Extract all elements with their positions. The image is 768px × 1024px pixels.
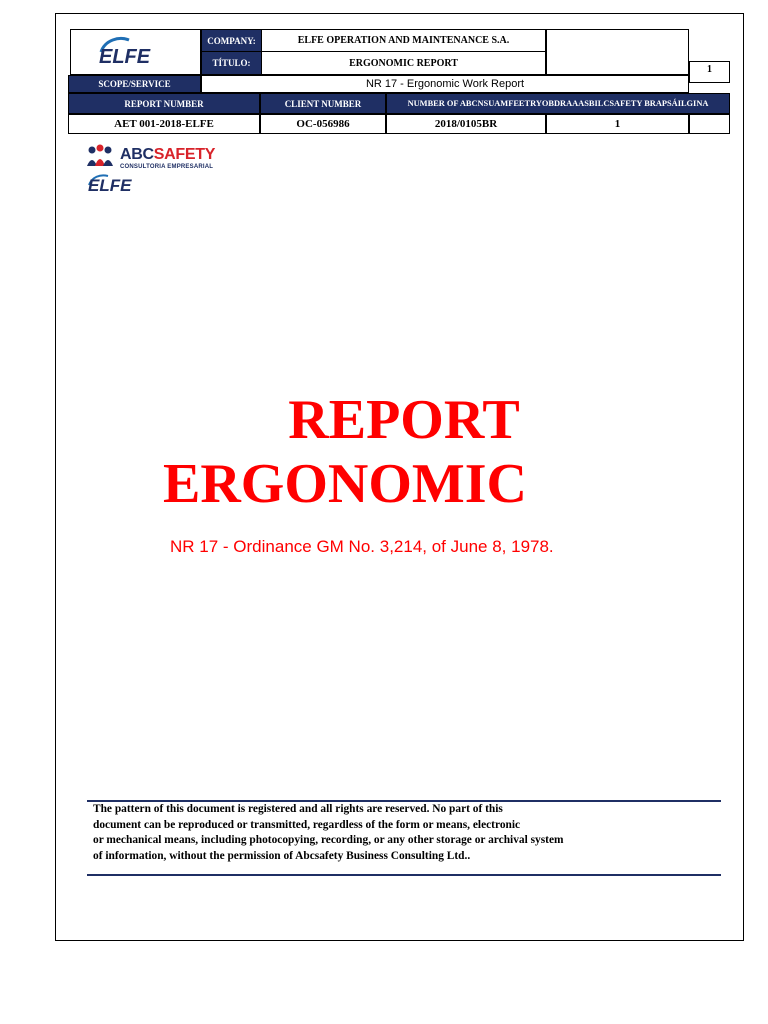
title-label: TÍTULO:: [201, 51, 262, 75]
value-document-number: 2018/0105BR: [386, 114, 546, 134]
page-number-box: 1: [689, 61, 730, 83]
company-value: ELFE OPERATION AND MAINTENANCE S.A.: [261, 29, 546, 52]
copyright-notice: [93, 802, 633, 864]
elfe-logo-text: ELFE: [99, 46, 151, 68]
abcsafety-logo: [86, 144, 226, 196]
elfe-logo-small: [86, 172, 166, 194]
notice-rule-bottom: [87, 874, 721, 876]
cover-title-line1: REPORT: [288, 389, 520, 451]
abc-text: ABC: [120, 146, 154, 163]
notice-line: of information, without the permission of Abcsafety Business Consulting Ltd..: [93, 849, 471, 862]
header-blank-box: [546, 29, 689, 75]
column-client-number: CLIENT NUMBER: [260, 93, 386, 114]
notice-line: The pattern of this document is registered and all rights are reserved. No part of this: [93, 803, 503, 815]
elfe-logo-small-text: ELFE: [88, 176, 132, 194]
value-report-number: AET 001-2018-ELFE: [68, 114, 260, 134]
scope-label: SCOPE/SERVICE: [68, 75, 201, 93]
elfe-logo-icon: [71, 30, 200, 74]
people-group-icon: [86, 144, 120, 170]
company-label: COMPANY:: [201, 29, 262, 52]
abcsafety-wordmark: [120, 146, 215, 164]
cover-title-line2: ERGONOMIC: [163, 453, 527, 515]
abcsafety-subtitle: CONSULTORIA EMPRESARIAL: [120, 164, 214, 170]
notice-line: document can be reproduced or transmitted, regardless of the form or means, electronic: [93, 818, 521, 831]
safety-text: SAFETY: [153, 146, 216, 163]
value-client-number: OC-056986: [260, 114, 386, 134]
cover-subtitle: NR 17 - Ordinance GM No. 3,214, of June 8, 1978.: [170, 537, 554, 556]
value-pages: 1: [546, 114, 689, 134]
title-value: ERGONOMIC REPORT: [261, 51, 546, 75]
scope-value: NR 17 - Ergonomic Work Report: [201, 75, 689, 93]
notice-line: or mechanical means, including photocopying, recording, or any other storage or archival system: [93, 834, 564, 846]
pages-extra-box: [689, 114, 730, 134]
column-number-of-pages: NUMBER OF ABCNSUAMFEETRYOBDRAAASBILCSAFETY BRAPSÁILGINA: [386, 93, 730, 114]
column-report-number: REPORT NUMBER: [68, 93, 260, 114]
elfe-logo-header: [70, 29, 201, 75]
